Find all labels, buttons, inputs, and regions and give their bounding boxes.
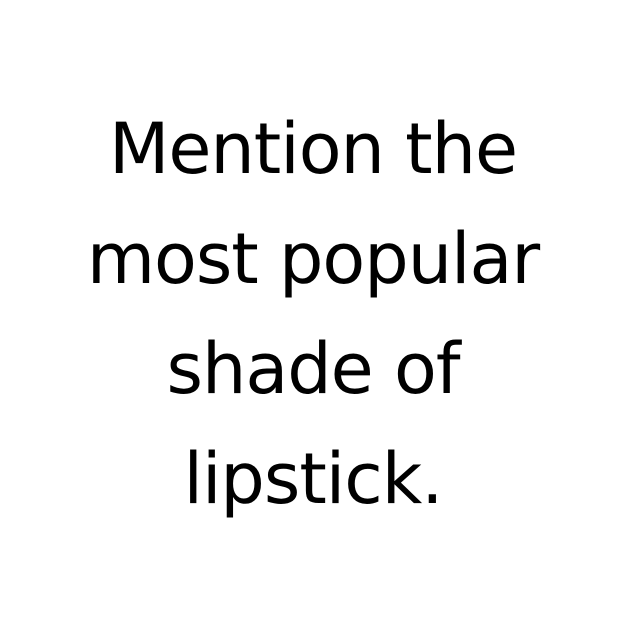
prompt-line-2: most popular bbox=[86, 218, 540, 300]
prompt-line-3: shade of bbox=[166, 328, 460, 410]
prompt-line-4: lipstick. bbox=[183, 438, 443, 520]
prompt-line-1: Mention the bbox=[108, 108, 518, 190]
